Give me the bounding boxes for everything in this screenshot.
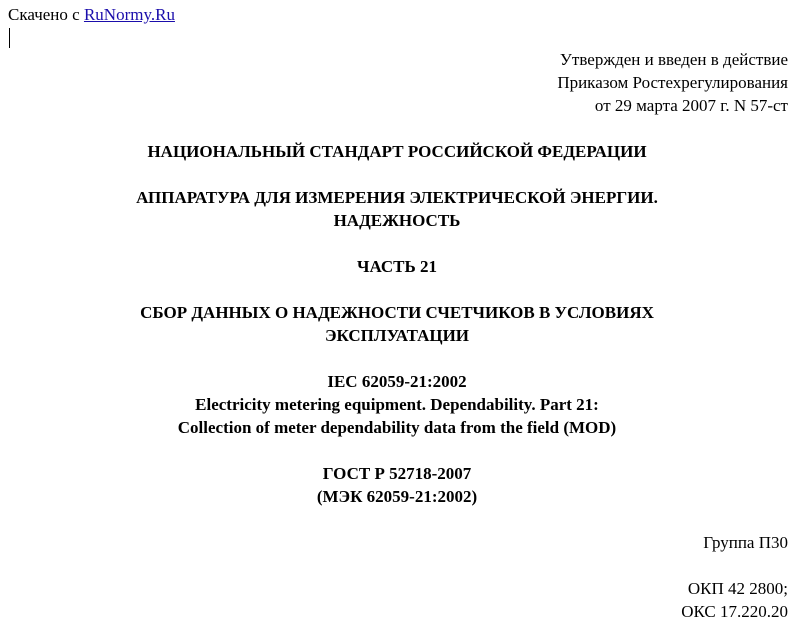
oks-code: ОКС 17.220.20 bbox=[681, 602, 788, 621]
part-heading bbox=[0, 255, 794, 278]
mek-code: (МЭК 62059-21:2002) bbox=[316, 487, 478, 506]
approval-line-2: Приказом Ростехрегулирования bbox=[557, 73, 788, 92]
classification-codes bbox=[681, 577, 788, 623]
main-title-line-2: НАДЕЖНОСТЬ bbox=[333, 211, 461, 230]
national-standard-heading bbox=[0, 140, 794, 163]
english-designation bbox=[0, 370, 794, 439]
approval-line-1: Утвержден и введен в действие bbox=[559, 50, 788, 69]
gost-designation bbox=[0, 462, 794, 508]
approval-line-3: от 29 марта 2007 г. N 57-ст bbox=[594, 96, 788, 115]
text-cursor bbox=[9, 28, 10, 48]
downloaded-prefix: Скачено с bbox=[8, 5, 80, 24]
main-title-line-1: АППАРАТУРА ДЛЯ ИЗМЕРЕНИЯ ЭЛЕКТРИЧЕСКОЙ ЭНЕРГИИ. bbox=[136, 188, 658, 207]
download-source-line bbox=[8, 3, 175, 26]
english-title-line-2: Collection of meter dependability data from the field (MOD) bbox=[177, 418, 617, 437]
iec-code: IEC 62059-21:2002 bbox=[327, 372, 467, 391]
group-block bbox=[703, 531, 788, 554]
national-standard-text: НАЦИОНАЛЬНЫЙ СТАНДАРТ РОССИЙСКОЙ ФЕДЕРАЦИИ bbox=[147, 142, 647, 161]
source-link[interactable]: RuNormy.Ru bbox=[83, 5, 175, 24]
approval-block bbox=[557, 48, 788, 117]
gost-code: ГОСТ Р 52718-2007 bbox=[322, 464, 472, 483]
okp-code: ОКП 42 2800; bbox=[687, 579, 788, 598]
main-title bbox=[0, 186, 794, 232]
subtitle-line-2: ЭКСПЛУАТАЦИИ bbox=[324, 326, 470, 345]
part-text: ЧАСТЬ 21 bbox=[356, 257, 437, 276]
group-code: Группа П30 bbox=[703, 533, 788, 552]
english-title-line-1: Electricity metering equipment. Dependability. Part 21: bbox=[195, 395, 599, 414]
subtitle-line-1: СБОР ДАННЫХ О НАДЕЖНОСТИ СЧЕТЧИКОВ В УСЛОВИЯХ bbox=[140, 303, 654, 322]
subtitle bbox=[0, 301, 794, 347]
